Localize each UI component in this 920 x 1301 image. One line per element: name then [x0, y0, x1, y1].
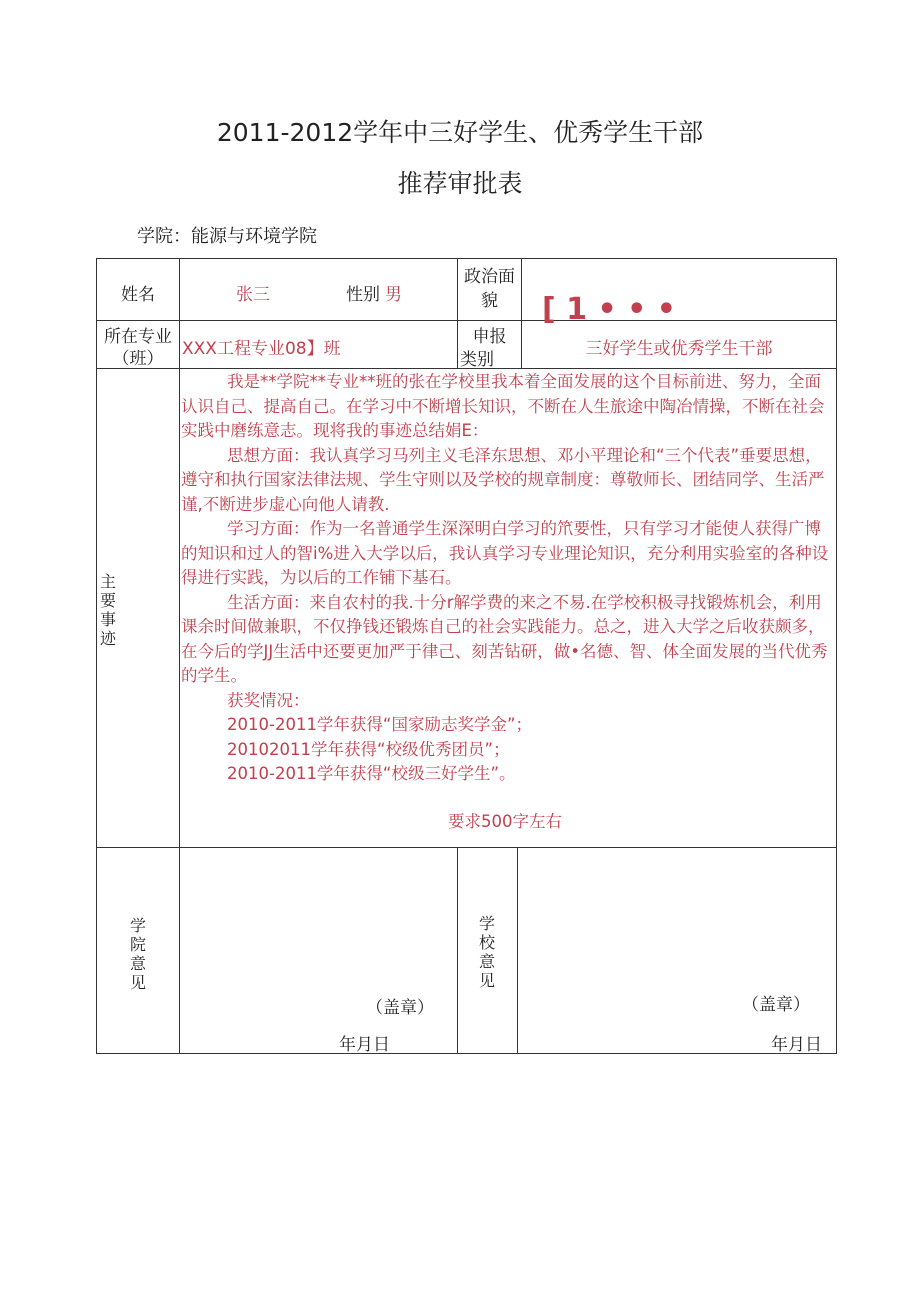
name-value: 张三	[236, 285, 270, 305]
gender-value: 男	[385, 285, 402, 305]
award-item: 2010-2011学年获得“校级三好学生”。	[227, 764, 516, 783]
political-label-line2: 貌	[481, 291, 498, 311]
school-date: 年月日	[771, 1035, 822, 1055]
school-seal: （盖章）	[742, 995, 810, 1015]
political-value: [ 1 • • •	[542, 292, 676, 327]
gender-label: 性别	[346, 285, 380, 305]
deeds-paragraph: 我是**学院**专业**班的张在学校里我本着全面发展的这个目标前进、努力，全面认识自己、提高自己。在学习中不断增长知识，不断在人生旅途中陶冶情操，不断在社会实践中磨练意志。现将我的事迹总结娟E：	[181, 372, 825, 440]
award-item: 2010-2011学年获得“国家励志奖学金”；	[227, 715, 533, 734]
category-label-line1: 申报	[472, 327, 507, 347]
major-value: XXX工程专业08】班	[182, 339, 341, 359]
college-date: 年月日	[339, 1035, 390, 1055]
name-label: 姓名	[121, 285, 155, 305]
form-title: 2011-2012学年中三好学生、优秀学生干部	[216, 118, 704, 147]
college-opinion-label: 学 院 意 见	[129, 916, 146, 992]
political-label-line1: 政治面	[464, 267, 515, 287]
college-label: 学院：能源与环境学院	[137, 226, 317, 247]
school-opinion-label: 学 校 意 见	[478, 914, 495, 990]
category-value: 三好学生或优秀学生干部	[585, 339, 773, 359]
form-subtitle: 推荐审批表	[397, 169, 523, 198]
deeds-label: 主 要 事 迹	[99, 572, 116, 648]
deeds-paragraph: 思想方面：我认真学习马列主义毛泽东思想、邓小平理论和“三个代表”垂要思想，遵守和执行国家法律法规、学生守则以及学校的规章制度：尊敬师长、团结同学、生活严谨,不断进步虚心向他人请教.	[181, 445, 825, 514]
word-count-requirement: 要求500字左右	[448, 812, 562, 831]
deeds-content	[181, 370, 833, 787]
deeds-paragraph: 学习方面：作为一名普通学生深深明白学习的笊要性，只有学习才能使人获得广博的知识和过人的智i%进入大学以后，我认真学习专业理论知识，充分利用实验室的各种设得进行实践，为以后的工作铺下基石。	[181, 519, 829, 587]
college-seal: （盖章）	[366, 998, 434, 1018]
award-item: 20102011学年获得“校级优秀团员”；	[227, 739, 510, 759]
major-label-line1: 所在专业	[104, 327, 172, 347]
awards-title: 获奖情况：	[227, 690, 310, 710]
deeds-paragraph: 生活方面：来自农村的我.十分r解学费的来之不易.在学校积极寻找锻炼机会，利用课余时间做兼职，不仅挣钱还锻炼自己的社会实践能力。总之，进入大学之后收获颇多，在今后的学JJ生活中还要更加严于律己、刻苦钻研，做•名德、智、体全面发展的当代优秀的学生。	[181, 592, 828, 685]
major-label-line2: （班）	[112, 349, 164, 369]
category-label-line2: 类别	[460, 350, 494, 370]
